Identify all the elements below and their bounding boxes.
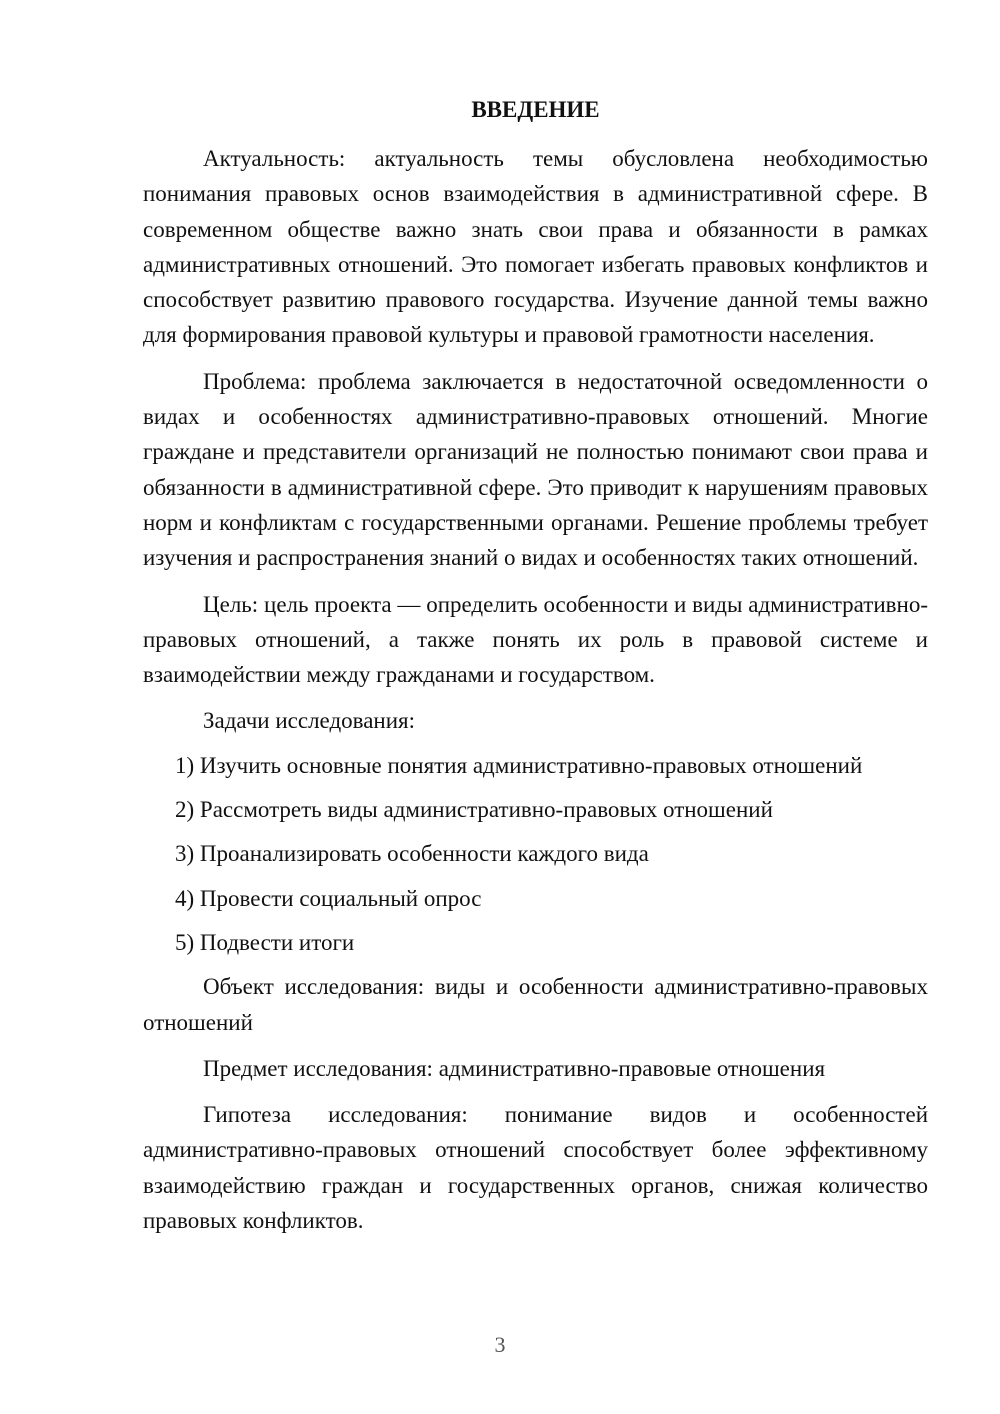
subject-paragraph: Предмет исследования: административно-правовые отношения	[203, 1055, 826, 1081]
task-item: 2) Рассмотреть виды административно-правовых отношений	[175, 797, 773, 823]
task-item: 5) Подвести итоги	[175, 929, 355, 955]
page-number: 3	[494, 1332, 506, 1357]
tasks-heading: Задачи исследования:	[203, 708, 416, 734]
goal-paragraph: Цель: цель проекта — определить особенности и виды административно-правовых отношений, а также понять их роль в правовой системе и взаимодействии между гражданами и государством.	[143, 591, 928, 688]
relevance-paragraph: Актуальность: актуальность темы обусловлена необходимостью понимания правовых основ взаимодействия в административной сфере. В современном обществе важно знать свои права и обязанности в рамках административных отношений. Это помогает избегать правовых конфликтов и способствует развитию правового государства. Изучение данной темы важно для формирования правовой культуры и правовой грамотности населения.	[143, 146, 928, 348]
hypothesis-paragraph: Гипотеза исследования: понимание видов и особенностей административно-правовых отношений способствует более эффективному взаимодействию граждан и государственных органов, снижая количество правовых конфликтов.	[143, 1102, 928, 1234]
task-item: 3) Проанализировать особенности каждого вида	[175, 841, 649, 867]
task-item: 4) Провести социальный опрос	[175, 885, 482, 911]
page-title: ВВЕДЕНИЕ	[471, 97, 600, 122]
object-paragraph: Объект исследования: виды и особенности административно-правовых отношений	[143, 974, 928, 1035]
problem-paragraph: Проблема: проблема заключается в недостаточной осведомленности о видах и особенностях административно-правовых отношений. Многие граждане и представители организаций не полностью понимают свои права и обязанности в административной сфере. Это приводит к нарушениям правовых норм и конфликтам с государственными органами. Решение проблемы требует изучения и распространения знаний о видах и особенностях таких отношений.	[143, 368, 928, 571]
task-item: 1) Изучить основные понятия административно-правовых отношений	[175, 752, 863, 778]
tasks-section	[143, 703, 928, 960]
document-page	[143, 94, 928, 1249]
